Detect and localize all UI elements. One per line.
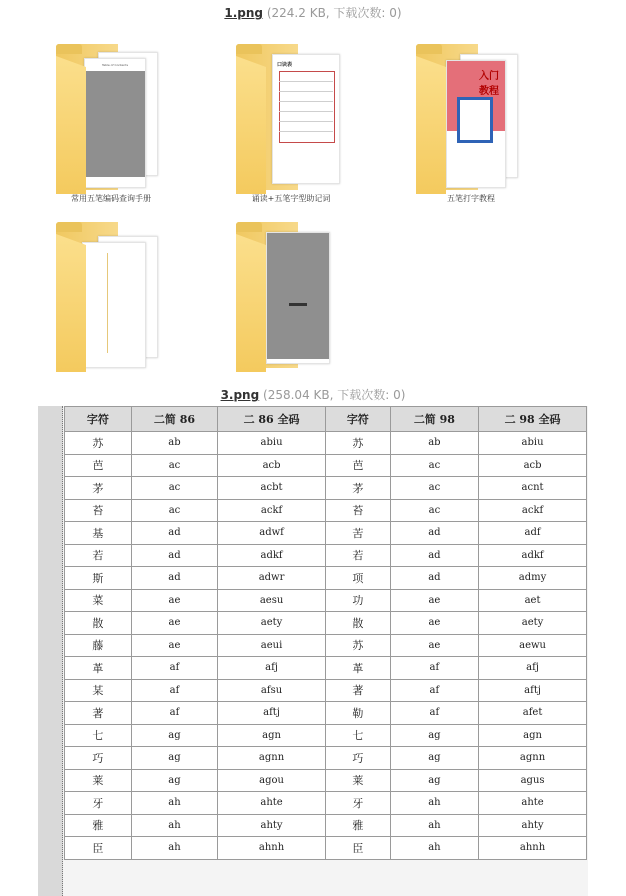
table-cell: 雅 <box>325 814 390 837</box>
table-row <box>65 634 587 657</box>
table-cell: 散 <box>325 612 390 635</box>
table-cell: 散 <box>65 612 132 635</box>
table-cell: 茅 <box>65 477 132 500</box>
folder-thumbnail-5[interactable] <box>236 222 346 372</box>
table-cell: 某 <box>65 679 132 702</box>
folder-thumbnail-3[interactable] <box>416 44 526 194</box>
table-cell: adwf <box>218 522 326 545</box>
document-page <box>82 242 146 368</box>
table-cell: admy <box>479 567 587 590</box>
table-cell: ah <box>390 792 478 815</box>
table-row <box>65 679 587 702</box>
table-cell: ahnh <box>479 837 587 860</box>
table-cell: 莱 <box>65 769 132 792</box>
table-row <box>65 499 587 522</box>
table-cell: ag <box>390 724 478 747</box>
table-cell: 牙 <box>325 792 390 815</box>
word-document-icon <box>457 97 493 143</box>
document-page: 入门教程 <box>446 60 506 188</box>
table-row <box>65 702 587 725</box>
table-cell: ae <box>390 634 478 657</box>
table-cell: af <box>131 679 217 702</box>
table-cell: ac <box>131 454 217 477</box>
table-cell: af <box>390 679 478 702</box>
table-row <box>65 612 587 635</box>
table-cell: 芭 <box>65 454 132 477</box>
table-cell: 革 <box>325 657 390 680</box>
folder-label-1: 常用五笔编码查询手册 <box>71 194 151 203</box>
table-cell: 苔 <box>325 499 390 522</box>
table-cell: ackf <box>479 499 587 522</box>
table-cell: 莱 <box>325 769 390 792</box>
table-cell: agus <box>479 769 587 792</box>
table-cell: agnn <box>218 747 326 770</box>
table-cell: ae <box>131 612 217 635</box>
attachment-1-header <box>0 4 626 21</box>
wubi-code-table <box>64 406 587 860</box>
table-cell: 苏 <box>325 432 390 455</box>
table-cell: ag <box>131 724 217 747</box>
table-cell: ah <box>390 814 478 837</box>
table-cell: ac <box>131 499 217 522</box>
document-page: 口诀表 <box>272 54 340 184</box>
table-row <box>65 567 587 590</box>
table-row <box>65 814 587 837</box>
table-cell: 著 <box>65 702 132 725</box>
table-body <box>65 432 587 860</box>
table-cell: afj <box>479 657 587 680</box>
table-cell: adkf <box>218 544 326 567</box>
table-cell: 功 <box>325 589 390 612</box>
table-cell: ae <box>131 589 217 612</box>
document-page: Table of Contents <box>84 58 146 188</box>
table-cell: af <box>390 657 478 680</box>
table-cell: 项 <box>325 567 390 590</box>
table-cell: abiu <box>218 432 326 455</box>
attachment-3-header <box>0 386 626 403</box>
column-header: 二 86 全码 <box>218 407 326 432</box>
table-cell: af <box>131 702 217 725</box>
table-cell: ag <box>131 747 217 770</box>
table-cell: ad <box>390 522 478 545</box>
attachment-3-meta: (258.04 KB, 下载次数: 0) <box>263 388 406 402</box>
table-cell: 藤 <box>65 634 132 657</box>
table-header-row <box>65 407 587 432</box>
table-cell: ac <box>131 477 217 500</box>
table-cell: agn <box>218 724 326 747</box>
table-cell: acb <box>218 454 326 477</box>
table-row <box>65 724 587 747</box>
table-cell: ah <box>131 792 217 815</box>
table-cell: 革 <box>65 657 132 680</box>
table-cell: 牙 <box>65 792 132 815</box>
table-cell: ah <box>131 837 217 860</box>
table-cell: 臣 <box>65 837 132 860</box>
table-cell: adwr <box>218 567 326 590</box>
table-cell: ad <box>131 522 217 545</box>
table-cell: 巧 <box>325 747 390 770</box>
table-cell: ae <box>131 634 217 657</box>
table-cell: ahty <box>479 814 587 837</box>
table-cell: aeui <box>218 634 326 657</box>
table-cell: 勒 <box>325 702 390 725</box>
table-cell: adf <box>479 522 587 545</box>
folder-thumbnail-1[interactable] <box>56 44 166 194</box>
table-cell: acnt <box>479 477 587 500</box>
table-row <box>65 747 587 770</box>
table-cell: acbt <box>218 477 326 500</box>
attachment-1-filename-link[interactable]: 1.png <box>224 6 264 20</box>
table-cell: agou <box>218 769 326 792</box>
table-cell: 若 <box>325 544 390 567</box>
table-cell: 苏 <box>325 634 390 657</box>
table-row <box>65 432 587 455</box>
table-cell: ah <box>390 837 478 860</box>
table-cell: 茅 <box>325 477 390 500</box>
table-row <box>65 589 587 612</box>
table-cell: ah <box>131 814 217 837</box>
table-cell: 七 <box>65 724 132 747</box>
column-header: 二 98 全码 <box>479 407 587 432</box>
table-cell: ahte <box>479 792 587 815</box>
table-cell: ag <box>390 747 478 770</box>
table-cell: ag <box>131 769 217 792</box>
folder-label-3: 五笔打字教程 <box>447 194 495 203</box>
column-header: 字符 <box>325 407 390 432</box>
table-cell: agn <box>479 724 587 747</box>
table-cell: ahty <box>218 814 326 837</box>
table-cell: afet <box>479 702 587 725</box>
table-cell: ac <box>390 454 478 477</box>
table-cell: aety <box>479 612 587 635</box>
table-cell: af <box>131 657 217 680</box>
table-cell: ad <box>390 544 478 567</box>
table-cell: 斯 <box>65 567 132 590</box>
table-cell: abiu <box>479 432 587 455</box>
table-cell: agnn <box>479 747 587 770</box>
table-cell: ac <box>390 499 478 522</box>
table-cell: ab <box>390 432 478 455</box>
table-cell: aftj <box>218 702 326 725</box>
table-row <box>65 657 587 680</box>
table-cell: ae <box>390 612 478 635</box>
table-row <box>65 837 587 860</box>
table-cell: 菜 <box>65 589 132 612</box>
table-cell: ac <box>390 477 478 500</box>
folder-thumbnail-2[interactable] <box>236 44 346 194</box>
table-row <box>65 544 587 567</box>
table-cell: aety <box>218 612 326 635</box>
table-row <box>65 477 587 500</box>
document-gutter <box>38 406 63 896</box>
table-cell: ad <box>131 567 217 590</box>
table-cell: ahnh <box>218 837 326 860</box>
table-cell: 雅 <box>65 814 132 837</box>
document-page <box>266 232 330 364</box>
table-cell: 苔 <box>65 499 132 522</box>
table-cell: 七 <box>325 724 390 747</box>
attachment-3-image <box>38 406 588 896</box>
table-cell: 著 <box>325 679 390 702</box>
table-cell: ackf <box>218 499 326 522</box>
table-cell: 臣 <box>325 837 390 860</box>
table-cell: ahte <box>218 792 326 815</box>
table-cell: acb <box>479 454 587 477</box>
table-row <box>65 522 587 545</box>
table-cell: aesu <box>218 589 326 612</box>
table-row <box>65 792 587 815</box>
table-row <box>65 769 587 792</box>
attachment-1-meta: (224.2 KB, 下载次数: 0) <box>266 6 402 20</box>
table-cell: 苏 <box>65 432 132 455</box>
table-cell: aet <box>479 589 587 612</box>
table-cell: 芭 <box>325 454 390 477</box>
table-cell: aftj <box>479 679 587 702</box>
folder-label-2: 诵读+五笔字型助记词 <box>251 194 331 203</box>
table-cell: 巧 <box>65 747 132 770</box>
table-row <box>65 454 587 477</box>
table-cell: 苦 <box>325 522 390 545</box>
table-cell: ab <box>131 432 217 455</box>
table-cell: ag <box>390 769 478 792</box>
table-cell: adkf <box>479 544 587 567</box>
column-header: 字符 <box>65 407 132 432</box>
column-header: 二简 86 <box>131 407 217 432</box>
table-cell: 基 <box>65 522 132 545</box>
table-cell: 若 <box>65 544 132 567</box>
table-cell: af <box>390 702 478 725</box>
table-cell: afsu <box>218 679 326 702</box>
table-cell: ae <box>390 589 478 612</box>
table-cell: ad <box>390 567 478 590</box>
attachment-3-filename-link[interactable]: 3.png <box>220 388 260 402</box>
table-cell: afj <box>218 657 326 680</box>
folder-thumbnail-4[interactable] <box>56 222 166 372</box>
table-cell: aewu <box>479 634 587 657</box>
table-cell: ad <box>131 544 217 567</box>
column-header: 二简 98 <box>390 407 478 432</box>
